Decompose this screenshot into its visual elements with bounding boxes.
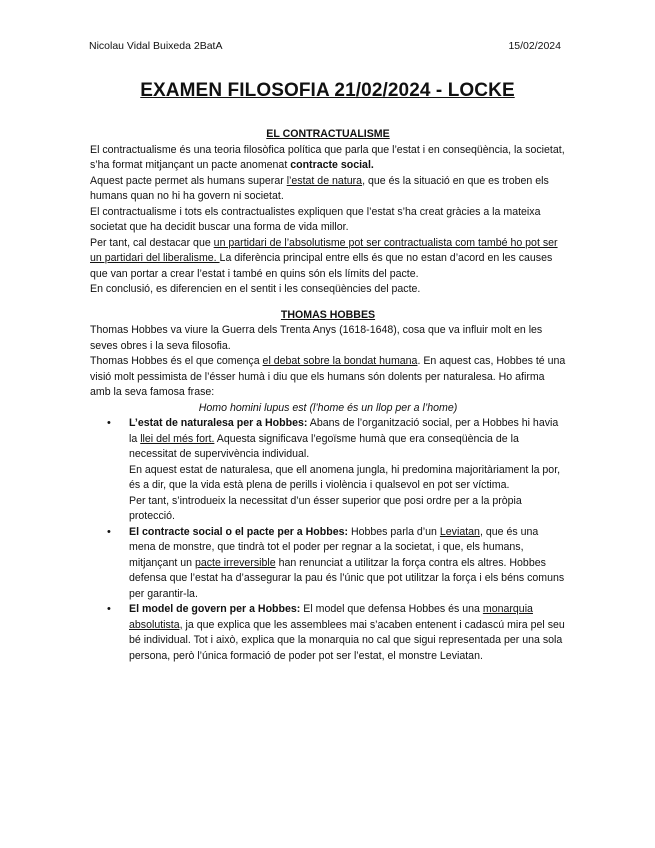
contract-paragraph-1	[90, 143, 566, 174]
list-item-label: El model de govern per a Hobbes:	[129, 603, 301, 615]
header-author: Nicolau Vidal Buixeda 2BatA	[89, 40, 223, 52]
hobbes-bullet-list	[90, 416, 566, 664]
list-item-government-model	[107, 602, 566, 664]
underlined-term-state-of-nature: l’estat de natura	[286, 174, 363, 187]
text-run: . En aquest cas, Hobbes té una visió molt pessimista de l’ésser humà i diu que els humans són dolents per naturalesa. Ho afirma amb la seva famosa frase:	[90, 355, 566, 398]
text-run: Aquesta significava l’egoïsme humà que era conseqüència de la necessitat de supervivència individual.	[129, 432, 519, 460]
document-body	[90, 127, 566, 664]
contract-paragraph-4	[90, 236, 566, 283]
list-item-text	[129, 525, 566, 603]
list-item-text	[129, 416, 566, 463]
text-run: Hobbes parla d’un	[348, 525, 440, 538]
list-item-state-of-nature	[107, 416, 566, 525]
underlined-term-absolute-monarchy: monarquia absolutista,	[129, 603, 533, 631]
bullet-icon: •	[107, 417, 111, 429]
hobbes-paragraph-2	[90, 354, 566, 401]
list-item-text	[129, 602, 566, 664]
underlined-phrase-absolutism-liberalism: un partidari de l’absolutisme pot ser contractualista com també ho pot ser un partidari del liberalisme.	[90, 236, 558, 264]
list-item-text: Per tant, s’introdueix la necessitat d’un ésser superior que posi ordre per a la pròpia protecció.	[129, 494, 522, 522]
section-heading-contractualism: EL CONTRACTUALISME	[266, 128, 390, 140]
text-run: Aquest pacte permet als humans superar	[90, 174, 287, 187]
underlined-phrase-debate-goodness: el debat sobre la bondat humana	[262, 355, 418, 367]
contract-paragraph-3: El contractualisme i tots els contractualistes expliquen que l’estat s’ha creat gràcies a la mateixa societat que ha decidit buscar una forma de vida millor.	[90, 205, 541, 233]
bullet-icon: •	[107, 603, 111, 615]
document-title: EXAMEN FILOSOFIA 21/02/2024 - LOCKE	[140, 80, 515, 101]
underlined-term-law-of-strongest: llei del més fort.	[140, 432, 215, 445]
underlined-term-leviathan: Leviatan	[439, 525, 480, 538]
contract-paragraph-2	[90, 174, 566, 205]
hobbes-paragraph-1: Thomas Hobbes va viure la Guerra dels Trenta Anys (1618-1648), cosa que va influir molt en les seves obres i la seva filosofia.	[90, 324, 543, 352]
bold-term-social-contract: contracte social.	[290, 159, 374, 171]
text-run: La diferència principal entre ells és que no estan d’acord en les causes que van portar a crear l’estat i també en quins són els límits del pacte.	[90, 252, 553, 280]
underlined-term-irreversible-pact: pacte irreversible	[194, 556, 276, 569]
list-item-label: El contracte social o el pacte per a Hobbes:	[129, 525, 349, 538]
text-run: , que és una mena de monstre, que tindrà tot el poder per regnar a la societat, i que, els humans, mitjançant un	[129, 525, 539, 569]
bullet-icon: •	[107, 525, 111, 538]
text-run: Per tant, cal destacar que	[90, 236, 214, 249]
list-item-social-contract	[107, 525, 566, 603]
hobbes-quote: Homo homini lupus est (l’home és un llop per a l’home)	[198, 401, 458, 414]
text-run: Abans de l’organització social, per a Hobbes hi havia la	[129, 417, 559, 445]
text-run: han renunciat a utilitzar la força contra els altres. Hobbes defensa que l’estat ha d’assegurar la pau és l’únic que pot utilitzar la força i els béns comuns per garantir-la.	[129, 556, 565, 600]
text-run: ja que explica que les assemblees mai s’acaben entenent i cadascú mira pel seu bé individual. Tot i això, explica que la monarquia no cal que sigui representada per una sola persona, però l’única formació de poder pot ser l’estat, el monstre Leviatan.	[129, 618, 565, 662]
text-run: , que és la situació en que es troben els humans quan no hi ha govern ni societat.	[90, 174, 549, 202]
contract-paragraph-5: En conclusió, es diferencien en el sentit i les conseqüències del pacte.	[90, 283, 421, 295]
text-run: El contractualisme és una teoria filosòfica política que parla que l’estat i en conseqüència, la societat, s’ha format mitjançant un pacte anomenat	[90, 143, 565, 171]
header-date: 15/02/2024	[508, 40, 561, 52]
list-item-text: En aquest estat de naturalesa, que ell anomena jungla, hi predomina majoritàriament la por, és a dir, que la vida està plena de perills i violència i qualsevol en pot ser víctima.	[129, 463, 561, 491]
list-item-label: L’estat de naturalesa per a Hobbes:	[129, 417, 308, 429]
section-heading-hobbes: THOMAS HOBBES	[280, 308, 376, 321]
text-run: El model que defensa Hobbes és una	[300, 603, 483, 615]
text-run: Thomas Hobbes és el que comença	[90, 355, 263, 367]
